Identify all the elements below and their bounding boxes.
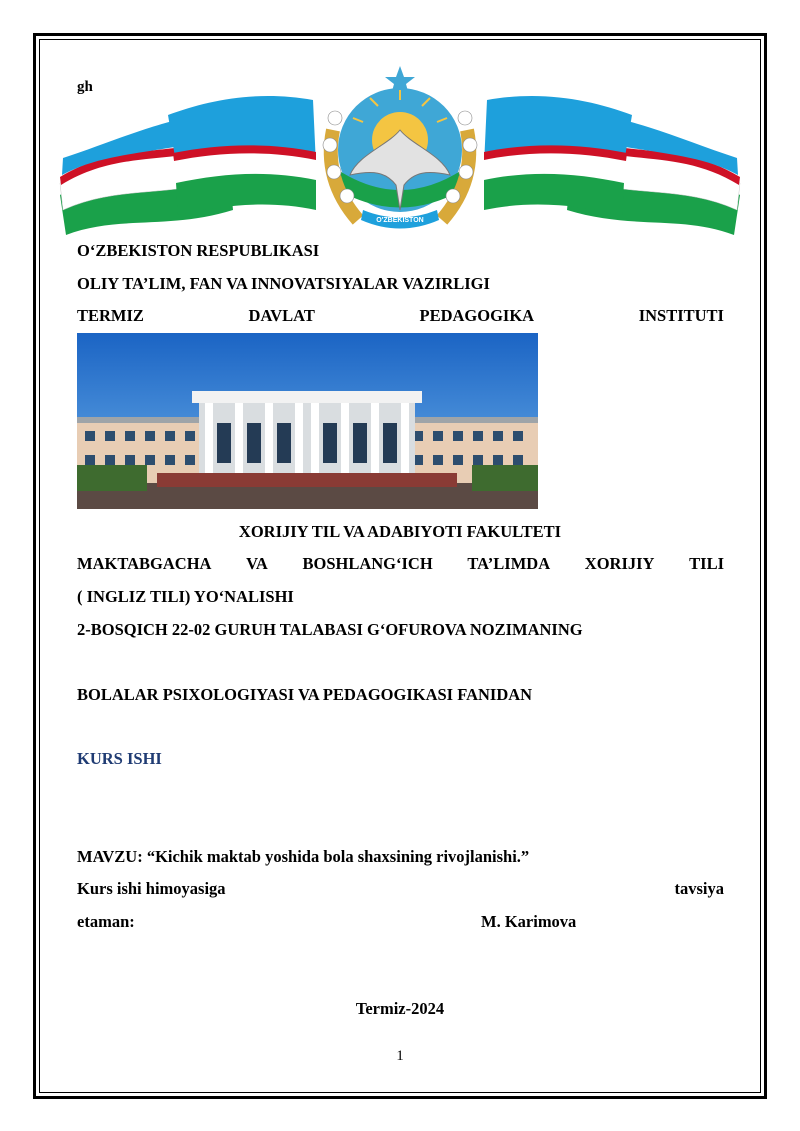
corner-mark: gh (77, 79, 93, 95)
header-line2: OLIY TA’LIM, FAN VA INNOVATSIYALAR VAZIRLIGI (77, 274, 490, 293)
recommend-line1 (77, 879, 724, 899)
direction-line2: ( INGLIZ TILI) YO‘NALISHI (77, 587, 294, 606)
header-line3 (77, 306, 724, 326)
work-type: KURS ISHI (77, 749, 162, 768)
institute-building-photo (77, 333, 538, 509)
header-word: INSTITUTI (638, 306, 724, 325)
uzbekistan-state-emblem-icon (58, 60, 742, 240)
header-word: DAVLAT (248, 306, 315, 325)
direction-word: MAKTABGACHA (77, 554, 212, 573)
recommend-right: tavsiya (674, 879, 724, 898)
emblem-with-ribbon (58, 60, 742, 240)
header-word: PEDAGOGIKA (419, 306, 535, 325)
header-word: TERMIZ (77, 306, 144, 325)
topic-line: MAVZU: “Kichik maktab yoshida bola shaxsining rivojlanishi.” (77, 847, 530, 866)
place-year: Termiz-2024 (355, 999, 445, 1018)
subject-line: BOLALAR PSIXOLOGIYASI VA PEDAGOGIKASI FANIDAN (77, 685, 533, 704)
supervisor-name: M. Karimova (481, 912, 577, 931)
recommend-line2: etaman: (77, 912, 135, 931)
direction-line1 (77, 554, 724, 574)
recommend-left: Kurs ishi himoyasiga (77, 879, 226, 898)
direction-word: XORIJIY (584, 554, 655, 573)
header-line1: O‘ZBEKISTON RESPUBLIKASI (77, 241, 320, 260)
direction-word: TILI (689, 554, 724, 573)
emblem-ribbon-text: O'ZBEKISTON (376, 217, 424, 224)
direction-word: VA (246, 554, 268, 573)
student-line: 2-BOSQICH 22-02 GURUH TALABASI G‘OFUROVA NOZIMANING (77, 620, 583, 639)
faculty-title: XORIJIY TIL VA ADABIYOTI FAKULTETI (238, 522, 562, 541)
direction-word: BOSHLANG‘ICH (302, 554, 433, 573)
page-number: 1 (396, 1048, 404, 1064)
direction-word: TA’LIMDA (467, 554, 551, 573)
